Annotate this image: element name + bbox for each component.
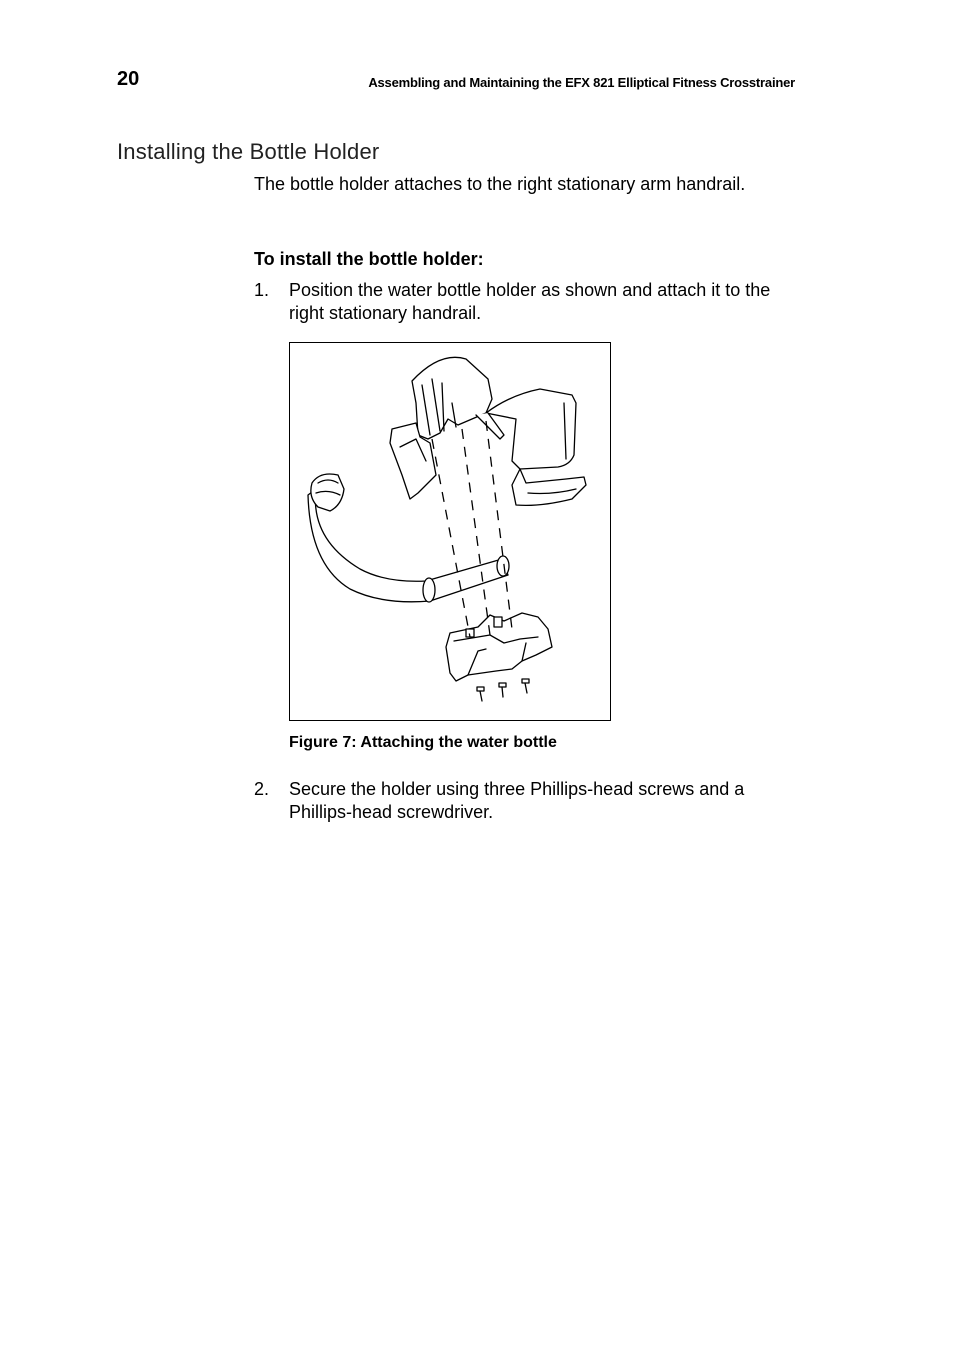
figure-illustration — [289, 342, 611, 721]
step-2 — [254, 778, 799, 826]
intro-paragraph: The bottle holder attaches to the right stationary arm handrail. — [254, 174, 746, 194]
step-text: Secure the holder using three Phillips-head screws and a Phillips-head screwdriver. — [289, 779, 745, 822]
procedure-heading: To install the bottle holder: — [254, 249, 484, 269]
step-number: 1. — [254, 280, 270, 300]
step-1 — [254, 279, 799, 327]
page-number: 20 — [117, 68, 140, 90]
bottle-holder-illustration — [290, 343, 610, 720]
section-title: Installing the Bottle Holder — [117, 139, 380, 164]
running-header: Assembling and Maintaining the EFX 821 Elliptical Fitness Crosstrainer — [368, 75, 795, 90]
step-number: 2. — [254, 779, 270, 799]
screws — [477, 679, 529, 701]
step-text: Position the water bottle holder as shown and attach it to the right stationary handrail. — [289, 280, 771, 323]
figure-caption: Figure 7: Attaching the water bottle — [289, 734, 557, 751]
alignment-lines — [432, 421, 512, 637]
